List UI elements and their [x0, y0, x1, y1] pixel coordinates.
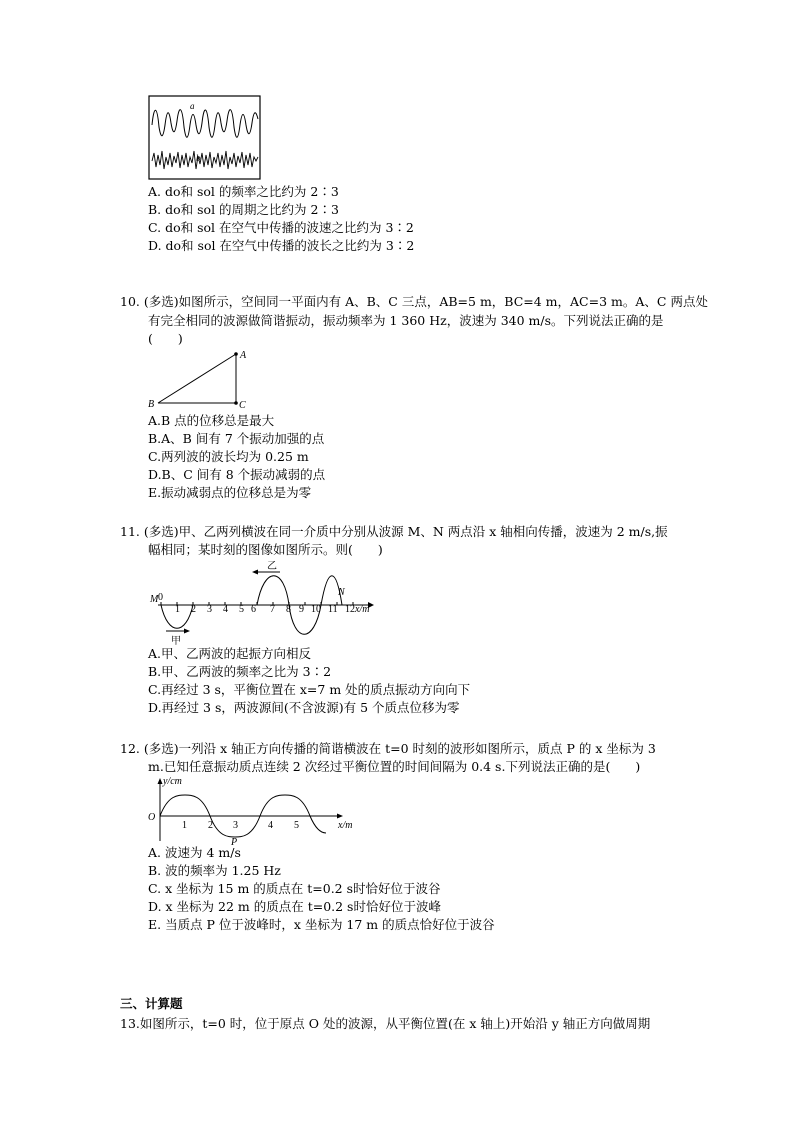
q12-option-e: E. 当质点 P 位于波峰时，x 坐标为 17 m 的质点恰好位于波谷 — [148, 917, 495, 932]
q10-option-e: E.振动减弱点的位移总是为零 — [148, 485, 312, 500]
tick-label-9: 9 — [299, 604, 304, 615]
tick-label-5: 5 — [239, 604, 244, 615]
q11-option-d: D.再经过 3 s，两波源间(不含波源)有 5 个质点位移为零 — [148, 700, 460, 715]
wave-yi-label: 乙 — [267, 561, 277, 572]
point-p-label: P — [231, 837, 238, 845]
y-axis-label: y/cm — [163, 776, 182, 787]
q10-option-a: A.B 点的位移总是最大 — [148, 413, 275, 428]
tick-label-12: 12 — [345, 604, 355, 615]
point-b-label: B — [148, 399, 155, 410]
tick-label-0: 0 — [158, 592, 163, 603]
q12-option-a: A. 波速为 4 m/s — [148, 845, 241, 860]
q12-stem-line-1: 12. (多选)一列沿 x 轴正方向传播的简谐横波在 t=0 时刻的波形如图所示，质点 P 的 x 坐标为 3 — [120, 741, 656, 756]
source-m-label: M — [150, 594, 159, 605]
point-a-label: A — [240, 350, 247, 361]
q10-stem-line-2: 有完全相同的波源做简谐振动，振动频率为 1 360 Hz，波速为 340 m/s。下列说法正确的是 — [148, 313, 664, 328]
tick-label-1: 1 — [175, 604, 180, 615]
tick-label-3: 3 — [233, 820, 238, 831]
waveform-label-b: b — [196, 153, 201, 163]
q12-stem-line-2: m.已知任意振动质点连续 2 次经过平衡位置的时间间隔为 0.4 s.下列说法正确的是( ) — [148, 759, 641, 774]
q11-stem-line-1: 11. (多选)甲、乙两列横波在同一介质中分别从波源 M、N 两点沿 x 轴相向传播，波速为 2 m/s,振 — [120, 524, 668, 539]
tick-label-1: 1 — [182, 820, 187, 831]
axis-unit-label: x/m — [355, 604, 370, 615]
q9-option-b: B. do和 sol 的周期之比约为 2∶3 — [148, 202, 339, 217]
q9-option-a: A. do和 sol 的频率之比约为 2∶3 — [148, 184, 339, 199]
q10-option-b: B.A、B 间有 7 个振动加强的点 — [148, 431, 325, 446]
tick-label-4: 4 — [268, 820, 273, 831]
q12-option-d: D. x 坐标为 22 m 的质点在 t=0.2 s时恰好位于波峰 — [148, 899, 441, 914]
tick-label-11: 11 — [328, 604, 338, 615]
waveform-label-a: a — [190, 101, 195, 111]
wave-jia-label: 甲 — [171, 636, 181, 646]
tick-label-5: 5 — [294, 820, 299, 831]
q11-stem-line-2: 幅相同；某时刻的图像如图所示。则( ) — [148, 542, 383, 557]
tick-label-10: 10 — [311, 604, 321, 615]
two-waves-figure — [146, 560, 378, 646]
x-axis-label: x/m — [338, 820, 353, 831]
q11-option-b: B.甲、乙两波的频率之比为 3∶2 — [148, 664, 332, 679]
q11-option-c: C.再经过 3 s，平衡位置在 x=7 m 处的质点振动方向向下 — [148, 682, 471, 697]
q11-option-a: A.甲、乙两波的起振方向相反 — [148, 646, 312, 661]
section-heading: 三、计算题 — [120, 996, 183, 1011]
tick-label-2: 2 — [191, 604, 196, 615]
source-n-label: N — [338, 587, 345, 598]
q9-option-c: C. do和 sol 在空气中传播的波速之比约为 3∶2 — [148, 220, 414, 235]
q13-stem-line-1: 13.如图所示，t=0 时，位于原点 O 处的波源，从平衡位置(在 x 轴上)开始沿 y 轴正方向做周期 — [120, 1016, 651, 1031]
q9-option-d: D. do和 sol 在空气中传播的波长之比约为 3∶2 — [148, 238, 415, 253]
tick-label-4: 4 — [223, 604, 228, 615]
tick-label-3: 3 — [207, 604, 212, 615]
triangle-abc-figure — [146, 346, 256, 410]
wave-graph-figure — [146, 775, 362, 845]
q12-option-c: C. x 坐标为 15 m 的质点在 t=0.2 s时恰好位于波谷 — [148, 881, 441, 896]
waveform-figure — [148, 95, 262, 181]
q10-option-d: D.B、C 间有 8 个振动减弱的点 — [148, 467, 326, 482]
tick-label-6: 6 — [251, 604, 256, 615]
point-c-label: C — [239, 400, 246, 410]
origin-label: O — [148, 812, 156, 823]
tick-label-8: 8 — [286, 604, 291, 615]
q10-option-c: C.两列波的波长均为 0.25 m — [148, 449, 309, 464]
q10-stem-line-1: 10. (多选)如图所示，空间同一平面内有 A、B、C 三点，AB=5 m，BC=4 m，AC=3 m。A、C 两点处 — [120, 294, 708, 309]
tick-label-7: 7 — [270, 604, 275, 615]
tick-label-2: 2 — [208, 820, 213, 831]
q10-stem-line-3: ( ) — [148, 331, 183, 346]
q12-option-b: B. 波的频率为 1.25 Hz — [148, 863, 281, 878]
